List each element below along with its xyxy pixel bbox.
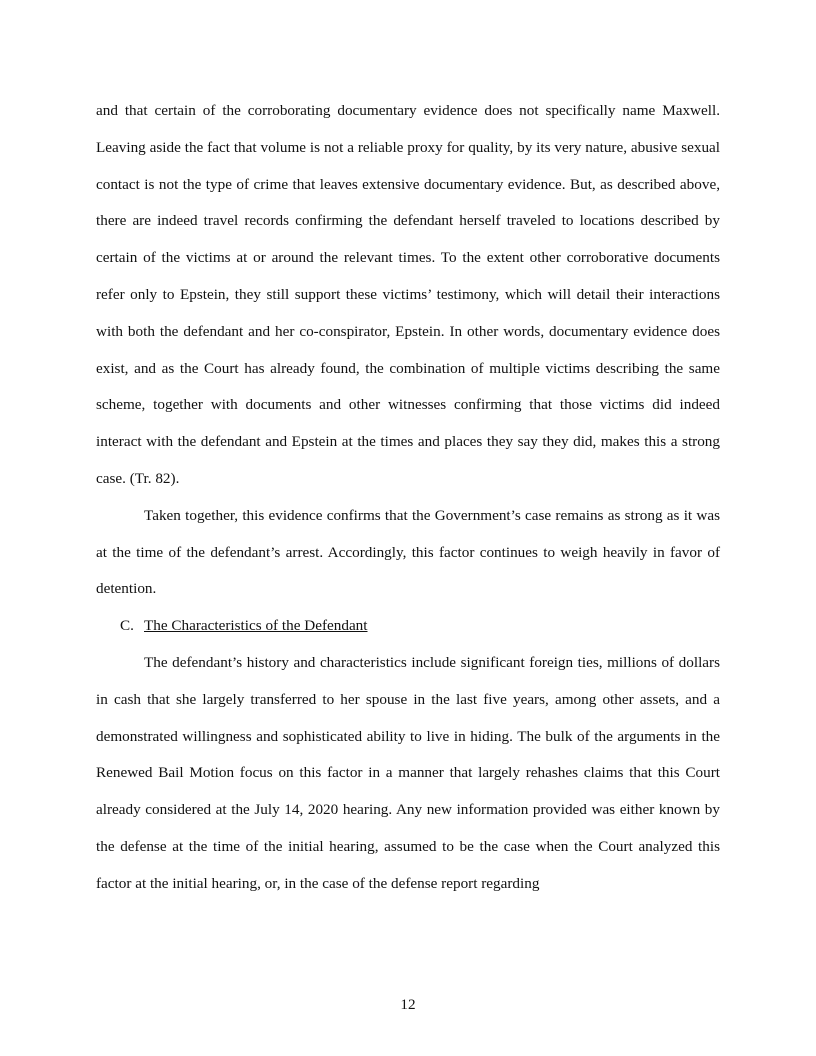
section-title: The Characteristics of the Defendant: [144, 617, 368, 635]
body-text: [96, 93, 720, 903]
section-paragraph: The defendant’s history and characteristics include significant foreign ties, millions of dollars in cash that she largely transferred to her spouse in the last five years, among other assets, and a demonstrated willingness and sophisticated ability to live in hiding. The bulk of the arguments in the Renewed Bail Motion focus on this factor in a manner that largely rehashes claims that this Court already considered at the July 14, 2020 hearing. Any new information provided was either known by the defense at the time of the initial hearing, assumed to be the case when the Court analyzed this factor at the initial hearing, or, in the case of the defense report regarding: [96, 653, 720, 892]
summary-paragraph: Taken together, this evidence confirms that the Government’s case remains as strong as it was at the time of the defendant’s arrest. Accordingly, this factor continues to weigh heavily in favor of detention.: [96, 506, 720, 598]
continuation-paragraph: and that certain of the corroborating documentary evidence does not specifically name Maxwell. Leaving aside the fact that volume is not a reliable proxy for quality, by its very nature, abusive sexual contact is not the type of crime that leaves extensive documentary evidence. But, as described above, there are indeed travel records confirming the defendant herself traveled to locations described by certain of the victims at or around the relevant times. To the extent other corroborative documents refer only to Epstein, they still support these victims’ testimony, which will detail their interactions with both the defendant and her co-conspirator, Epstein. In other words, documentary evidence does exist, and as the Court has already found, the combination of multiple victims describing the same scheme, together with documents and other witnesses confirming that those victims did indeed interact with the defendant and Epstein at the times and places they say they did, makes this a strong case. (Tr. 82).: [96, 102, 720, 487]
section-letter: C.: [120, 617, 134, 635]
page-number: 12: [400, 996, 416, 1013]
section-heading: [96, 608, 720, 645]
